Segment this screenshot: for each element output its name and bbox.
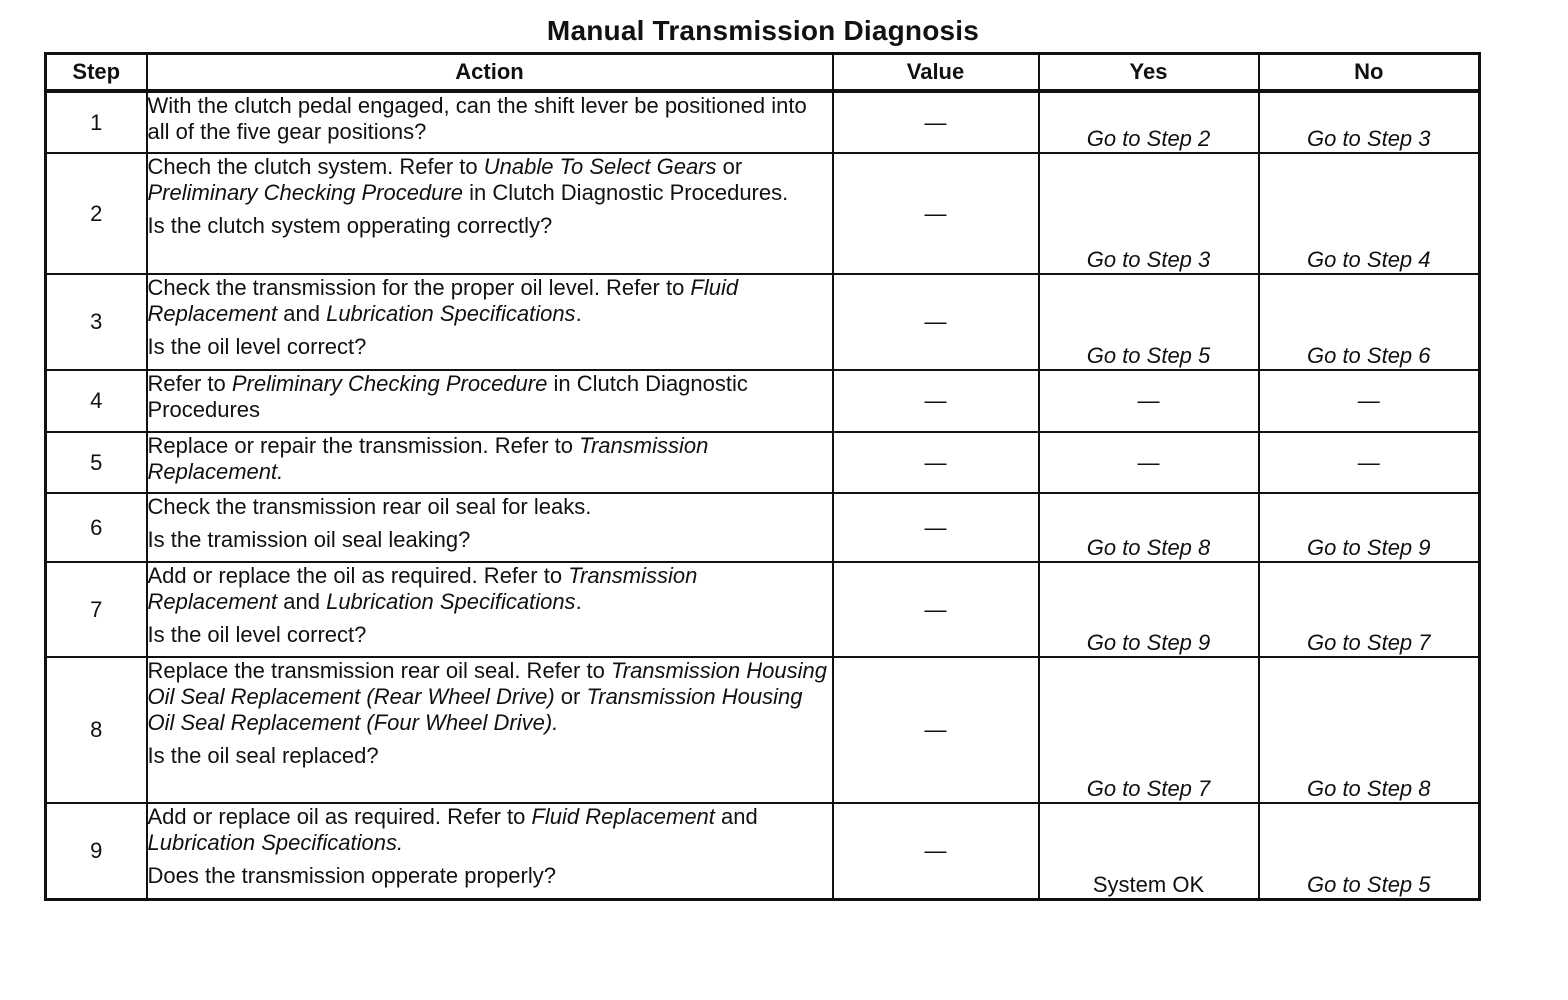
action-cell [147, 370, 833, 432]
action-text-segment: . [575, 589, 582, 614]
table-row [46, 493, 1480, 562]
reference-link-text: Preliminary Checking Procedure [231, 371, 548, 396]
value-cell: — [833, 274, 1039, 370]
action-text-segment: Add or replace the oil as required. Refer to [147, 563, 569, 588]
step-number: 5 [46, 432, 147, 493]
action-text-segment: and [277, 301, 327, 326]
value-cell: — [833, 803, 1039, 899]
reference-link-text: Unable To Select Gears [483, 154, 717, 179]
action-text [148, 93, 832, 145]
table-row [46, 153, 1480, 274]
yes-result: — [1039, 432, 1259, 493]
action-text [148, 804, 832, 856]
reference-link-text: Lubrication Specifications [326, 301, 576, 326]
step-number: 2 [46, 153, 147, 274]
yes-result: — [1039, 370, 1259, 432]
action-text-segment: With the clutch pedal engaged, can the shift lever be positioned into all of the five gear positions? [147, 93, 807, 144]
reference-link-text: Fluid Replacement [147, 275, 739, 326]
reference-link-text: Lubrication Specifications [326, 589, 576, 614]
action-cell [147, 91, 833, 153]
diagnosis-table [44, 52, 1481, 901]
value-cell: — [833, 562, 1039, 657]
action-text-segment: Check the transmission rear oil seal for leaks. [147, 494, 592, 519]
action-question: Is the oil level correct? [147, 334, 367, 359]
action-question: Is the clutch system opperating correctly? [147, 213, 553, 238]
value-cell: — [833, 370, 1039, 432]
table-row [46, 562, 1480, 657]
action-question: Is the oil level correct? [147, 622, 367, 647]
no-result: Go to Step 5 [1259, 803, 1480, 899]
header-no: No [1259, 54, 1480, 92]
action-text-segment: Refer to [147, 371, 232, 396]
header-yes: Yes [1039, 54, 1259, 92]
action-cell [147, 562, 833, 657]
yes-result: Go to Step 8 [1039, 493, 1259, 562]
action-text [148, 494, 832, 520]
action-cell [147, 657, 833, 803]
action-question: Does the transmission opperate properly? [147, 863, 556, 888]
value-cell: — [833, 153, 1039, 274]
no-result: — [1259, 370, 1480, 432]
action-text-segment: Replace the transmission rear oil seal. Refer to [147, 658, 611, 683]
action-cell [147, 432, 833, 493]
action-text [148, 658, 832, 736]
table-row [46, 370, 1480, 432]
no-result: Go to Step 3 [1259, 91, 1480, 153]
step-number: 6 [46, 493, 147, 562]
action-question: Is the oil seal replaced? [147, 743, 379, 768]
reference-link-text: Transmission Replacement. [147, 433, 709, 484]
header-value: Value [833, 54, 1039, 92]
action-text-segment: Replace or repair the transmission. Refer to [147, 433, 580, 458]
action-cell [147, 493, 833, 562]
value-cell: — [833, 657, 1039, 803]
yes-result: Go to Step 7 [1039, 657, 1259, 803]
action-text-segment: in Clutch Diagnostic Procedures. [462, 180, 789, 205]
yes-result: Go to Step 3 [1039, 153, 1259, 274]
table-row [46, 274, 1480, 370]
no-result: Go to Step 6 [1259, 274, 1480, 370]
value-cell: — [833, 432, 1039, 493]
reference-link-text: Fluid Replacement [531, 804, 715, 829]
step-number: 9 [46, 803, 147, 899]
action-text-segment: Check the transmission for the proper oil level. Refer to [147, 275, 691, 300]
table-row [46, 657, 1480, 803]
action-text [148, 154, 832, 206]
step-number: 8 [46, 657, 147, 803]
no-result: Go to Step 8 [1259, 657, 1480, 803]
step-number: 1 [46, 91, 147, 153]
action-text-segment: in Clutch Diagnostic Procedures [147, 371, 748, 422]
reference-link-text: Transmission Housing Oil Seal Replacement (Rear Wheel Drive) [147, 658, 827, 709]
no-result: Go to Step 7 [1259, 562, 1480, 657]
action-text-segment: Add or replace oil as required. Refer to [147, 804, 532, 829]
action-text-segment: Chech the clutch system. Refer to [147, 154, 484, 179]
reference-link-text: Lubrication Specifications. [147, 830, 404, 855]
action-text [148, 371, 832, 423]
table-body [46, 91, 1480, 899]
yes-result: Go to Step 2 [1039, 91, 1259, 153]
reference-link-text: Transmission Replacement [147, 563, 698, 614]
table-row [46, 432, 1480, 493]
action-text-segment: and [277, 589, 327, 614]
action-text-segment: or [716, 154, 743, 179]
action-text-segment: . [575, 301, 582, 326]
action-text [148, 275, 832, 327]
action-text-segment: and [714, 804, 758, 829]
yes-result: Go to Step 9 [1039, 562, 1259, 657]
action-question: Is the tramission oil seal leaking? [147, 527, 471, 552]
no-result: Go to Step 9 [1259, 493, 1480, 562]
step-number: 7 [46, 562, 147, 657]
reference-link-text: Preliminary Checking Procedure [147, 180, 463, 205]
value-cell: — [833, 493, 1039, 562]
action-text-segment: or [554, 684, 587, 709]
page-title: Manual Transmission Diagnosis [546, 15, 980, 46]
yes-result: Go to Step 5 [1039, 274, 1259, 370]
value-cell: — [833, 91, 1039, 153]
action-cell [147, 153, 833, 274]
yes-result: System OK [1039, 803, 1259, 899]
header-action: Action [147, 54, 833, 92]
reference-link-text: Transmission Housing Oil Seal Replacement (Four Wheel Drive). [147, 684, 803, 735]
header-row [46, 54, 1480, 92]
header-step: Step [46, 54, 147, 92]
action-text [148, 433, 832, 485]
no-result: Go to Step 4 [1259, 153, 1480, 274]
action-cell [147, 803, 833, 899]
table-row [46, 91, 1480, 153]
step-number: 4 [46, 370, 147, 432]
action-text [148, 563, 832, 615]
step-number: 3 [46, 274, 147, 370]
table-row [46, 803, 1480, 899]
action-cell [147, 274, 833, 370]
no-result: — [1259, 432, 1480, 493]
